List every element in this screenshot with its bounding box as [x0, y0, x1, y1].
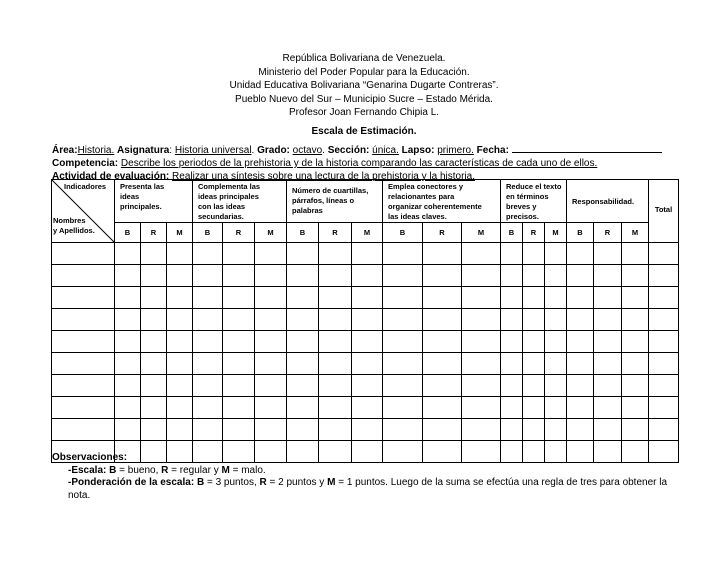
score-cell[interactable]: [255, 243, 287, 265]
score-cell[interactable]: [501, 331, 523, 353]
score-cell[interactable]: [319, 397, 352, 419]
score-cell[interactable]: [287, 419, 319, 441]
score-cell[interactable]: [223, 309, 255, 331]
score-cell[interactable]: [594, 265, 622, 287]
score-cell[interactable]: [462, 419, 501, 441]
scale-m-label: M: [545, 223, 567, 243]
nombres-indicadores-cell: [52, 180, 115, 243]
score-cell[interactable]: [462, 265, 501, 287]
scale-b-label: B: [287, 223, 319, 243]
asignatura-value: Historia universal: [174, 145, 252, 156]
score-cell[interactable]: [545, 265, 567, 287]
student-name-cell[interactable]: [52, 419, 115, 441]
info-fields: [52, 143, 682, 183]
scale-b-label: B: [193, 223, 223, 243]
score-cell[interactable]: [501, 265, 523, 287]
score-cell[interactable]: [383, 353, 423, 375]
score-cell[interactable]: [319, 243, 352, 265]
score-cell[interactable]: [462, 309, 501, 331]
score-cell[interactable]: [462, 243, 501, 265]
score-cell[interactable]: [115, 243, 141, 265]
score-cell[interactable]: [423, 243, 462, 265]
scale-m-label: M: [352, 223, 383, 243]
total-cell[interactable]: [649, 265, 679, 287]
score-cell[interactable]: [501, 287, 523, 309]
area-value: Historia.: [77, 145, 115, 156]
info-row-competencia: [52, 157, 682, 170]
scale-b-label: B: [383, 223, 423, 243]
table-row: [52, 397, 679, 419]
score-cell[interactable]: [223, 287, 255, 309]
score-cell[interactable]: [622, 375, 649, 397]
score-cell[interactable]: [141, 375, 167, 397]
scale-b-label: B: [501, 223, 523, 243]
score-cell[interactable]: [115, 375, 141, 397]
score-cell[interactable]: [287, 353, 319, 375]
table-row: [52, 265, 679, 287]
total-header: Total: [649, 180, 679, 243]
scale-r-label: R: [141, 223, 167, 243]
score-cell[interactable]: [193, 243, 223, 265]
lapso-value: primero.: [437, 145, 474, 156]
scale-r-label: R: [423, 223, 462, 243]
total-cell[interactable]: [649, 375, 679, 397]
score-cell[interactable]: [115, 265, 141, 287]
score-cell[interactable]: [622, 265, 649, 287]
score-cell[interactable]: [523, 265, 545, 287]
table-row: [52, 375, 679, 397]
score-cell[interactable]: [501, 419, 523, 441]
score-cell[interactable]: [223, 265, 255, 287]
score-cell[interactable]: [167, 287, 193, 309]
score-cell[interactable]: [622, 287, 649, 309]
fecha-blank-field[interactable]: [512, 143, 662, 153]
score-cell[interactable]: [545, 397, 567, 419]
score-cell[interactable]: [383, 309, 423, 331]
student-name-cell[interactable]: [52, 243, 115, 265]
score-cell[interactable]: [383, 287, 423, 309]
score-cell[interactable]: [545, 419, 567, 441]
score-cell[interactable]: [319, 331, 352, 353]
score-cell[interactable]: [223, 419, 255, 441]
fecha-label: Fecha:: [476, 145, 509, 156]
score-cell[interactable]: [567, 419, 594, 441]
score-cell[interactable]: [255, 419, 287, 441]
score-cell[interactable]: [167, 353, 193, 375]
nombres-label: [53, 216, 95, 236]
score-cell[interactable]: [287, 309, 319, 331]
area-label: Área:: [52, 145, 78, 156]
score-cell[interactable]: [287, 375, 319, 397]
score-cell[interactable]: [167, 243, 193, 265]
scale-header-row: [52, 223, 679, 243]
score-cell[interactable]: [352, 375, 383, 397]
score-cell[interactable]: [193, 375, 223, 397]
score-cell[interactable]: [352, 287, 383, 309]
ponderacion-line: -Ponderación de la escala: B = 3 puntos, R = 2 puntos y M = 1 puntos. Luego de la suma se efectúa una regla de tres para obtener la: [68, 477, 668, 488]
score-cell[interactable]: [594, 287, 622, 309]
score-cell[interactable]: [193, 419, 223, 441]
scale-m-label: M: [622, 223, 649, 243]
score-cell[interactable]: [319, 265, 352, 287]
ponderacion-continuation: nota.: [68, 489, 91, 501]
score-cell[interactable]: [523, 309, 545, 331]
score-cell[interactable]: [501, 397, 523, 419]
score-cell[interactable]: [141, 419, 167, 441]
score-cell[interactable]: [567, 287, 594, 309]
score-cell[interactable]: [383, 419, 423, 441]
nombres-label-line1: Nombres: [53, 216, 86, 225]
score-cell[interactable]: [193, 287, 223, 309]
seccion-value: única.: [372, 145, 399, 156]
score-cell[interactable]: [287, 287, 319, 309]
score-cell[interactable]: [141, 265, 167, 287]
score-cell[interactable]: [167, 419, 193, 441]
table-body: [52, 243, 679, 463]
score-cell[interactable]: [501, 375, 523, 397]
total-cell[interactable]: [649, 353, 679, 375]
actividad-value: Realizar una síntesis sobre una lectura de la prehistoria y la historia.: [172, 171, 475, 182]
score-cell[interactable]: [622, 331, 649, 353]
score-cell[interactable]: [287, 265, 319, 287]
score-cell[interactable]: [501, 243, 523, 265]
score-cell[interactable]: [193, 397, 223, 419]
score-cell[interactable]: [115, 353, 141, 375]
score-cell[interactable]: [545, 243, 567, 265]
criterion-header: Emplea conectores y relacionantes para organizar coherentemente las ideas claves.: [383, 180, 501, 223]
seccion-label: Sección:: [327, 145, 370, 156]
score-cell[interactable]: [567, 265, 594, 287]
document-title: Escala de Estimación.: [311, 125, 417, 137]
score-cell[interactable]: [167, 309, 193, 331]
score-cell[interactable]: [319, 375, 352, 397]
total-cell[interactable]: [649, 309, 679, 331]
score-cell[interactable]: [545, 287, 567, 309]
score-cell[interactable]: [523, 287, 545, 309]
score-cell[interactable]: [193, 331, 223, 353]
table-row: [52, 287, 679, 309]
score-cell[interactable]: [115, 397, 141, 419]
score-cell[interactable]: [622, 243, 649, 265]
score-cell[interactable]: [223, 331, 255, 353]
score-cell[interactable]: [141, 397, 167, 419]
score-cell[interactable]: [255, 309, 287, 331]
observaciones-section: [52, 452, 692, 502]
score-cell[interactable]: [594, 309, 622, 331]
score-cell[interactable]: [423, 397, 462, 419]
student-name-cell[interactable]: [52, 375, 115, 397]
grado-value: octavo: [292, 145, 323, 156]
student-name-cell[interactable]: [52, 309, 115, 331]
score-cell[interactable]: [193, 353, 223, 375]
score-cell[interactable]: [287, 331, 319, 353]
table-row: [52, 419, 679, 441]
scale-r-label: R: [319, 223, 352, 243]
score-cell[interactable]: [567, 353, 594, 375]
competencia-value: Describe los periodos de la prehistoria y de la historia comparando las características de cada uno de ellos.: [120, 158, 598, 169]
score-cell[interactable]: [523, 375, 545, 397]
table-row: [52, 353, 679, 375]
student-name-cell[interactable]: [52, 265, 115, 287]
score-cell[interactable]: [141, 353, 167, 375]
scale-m-label: M: [255, 223, 287, 243]
score-cell[interactable]: [352, 265, 383, 287]
score-cell[interactable]: [567, 375, 594, 397]
score-cell[interactable]: [545, 375, 567, 397]
score-cell[interactable]: [223, 397, 255, 419]
score-cell[interactable]: [594, 353, 622, 375]
score-cell[interactable]: [352, 243, 383, 265]
score-cell[interactable]: [255, 287, 287, 309]
score-cell[interactable]: [223, 375, 255, 397]
total-cell[interactable]: [649, 419, 679, 441]
document-header: [0, 52, 728, 139]
score-cell[interactable]: [255, 375, 287, 397]
score-cell[interactable]: [255, 331, 287, 353]
score-cell[interactable]: [352, 397, 383, 419]
scale-b-label: B: [567, 223, 594, 243]
score-cell[interactable]: [594, 397, 622, 419]
score-cell[interactable]: [594, 375, 622, 397]
score-cell[interactable]: [523, 419, 545, 441]
score-cell[interactable]: [462, 375, 501, 397]
student-name-cell[interactable]: [52, 287, 115, 309]
score-cell[interactable]: [383, 331, 423, 353]
score-cell[interactable]: [423, 419, 462, 441]
header-line-unidad: Unidad Educativa Bolivariana “Genarina Dugarte Contreras”.: [229, 80, 499, 92]
score-cell[interactable]: [167, 331, 193, 353]
scale-r-label: R: [523, 223, 545, 243]
total-cell[interactable]: [649, 243, 679, 265]
score-cell[interactable]: [622, 309, 649, 331]
score-cell[interactable]: [223, 353, 255, 375]
score-cell[interactable]: [523, 331, 545, 353]
score-cell[interactable]: [523, 353, 545, 375]
score-cell[interactable]: [423, 309, 462, 331]
score-cell[interactable]: [141, 309, 167, 331]
indicadores-label: Indicadores: [64, 182, 107, 191]
score-cell[interactable]: [622, 419, 649, 441]
score-cell[interactable]: [567, 331, 594, 353]
score-cell[interactable]: [594, 243, 622, 265]
score-cell[interactable]: [287, 243, 319, 265]
score-cell[interactable]: [622, 353, 649, 375]
score-cell[interactable]: [423, 287, 462, 309]
observaciones-title: Observaciones:: [52, 452, 128, 463]
score-cell[interactable]: [223, 243, 255, 265]
score-cell[interactable]: [352, 353, 383, 375]
score-cell[interactable]: [319, 419, 352, 441]
header-line-republica: República Bolivariana de Venezuela.: [282, 53, 446, 64]
header-line-profesor: Profesor Joan Fernando Chipia L.: [288, 107, 440, 119]
score-cell[interactable]: [567, 397, 594, 419]
escala-line: -Escala: B = bueno, R = regular y M = malo.: [68, 464, 266, 476]
score-cell[interactable]: [462, 331, 501, 353]
score-cell[interactable]: [167, 265, 193, 287]
header-line-pueblo: Pueblo Nuevo del Sur – Municipio Sucre – Estado Mérida.: [235, 93, 493, 105]
score-cell[interactable]: [423, 331, 462, 353]
scale-m-label: M: [167, 223, 193, 243]
criterion-header: Responsabilidad.: [567, 180, 649, 223]
score-cell[interactable]: [523, 243, 545, 265]
score-cell[interactable]: [141, 287, 167, 309]
asignatura-label: Asignatura: [117, 145, 170, 156]
score-cell[interactable]: [255, 353, 287, 375]
score-cell[interactable]: [594, 331, 622, 353]
score-cell[interactable]: [622, 397, 649, 419]
score-cell[interactable]: [423, 375, 462, 397]
score-cell[interactable]: [193, 309, 223, 331]
score-cell[interactable]: [523, 397, 545, 419]
score-cell[interactable]: [545, 331, 567, 353]
score-cell[interactable]: [594, 419, 622, 441]
score-cell[interactable]: [255, 397, 287, 419]
score-cell[interactable]: [383, 243, 423, 265]
score-cell[interactable]: [115, 331, 141, 353]
scale-m-label: M: [462, 223, 501, 243]
score-cell[interactable]: [545, 309, 567, 331]
score-cell[interactable]: [383, 375, 423, 397]
score-cell[interactable]: [115, 287, 141, 309]
score-cell[interactable]: [383, 265, 423, 287]
score-cell[interactable]: [167, 397, 193, 419]
nombres-label-line2: y Apellidos.: [53, 226, 95, 235]
student-name-cell[interactable]: [52, 397, 115, 419]
competencia-label: Competencia:: [52, 158, 119, 169]
score-cell[interactable]: [501, 353, 523, 375]
criterion-header: Reduce el texto en términos breves y precisos.: [501, 180, 567, 223]
score-cell[interactable]: [501, 309, 523, 331]
score-cell[interactable]: [319, 353, 352, 375]
score-cell[interactable]: [545, 353, 567, 375]
score-cell[interactable]: [567, 243, 594, 265]
student-name-cell[interactable]: [52, 331, 115, 353]
total-cell[interactable]: [649, 397, 679, 419]
score-cell[interactable]: [352, 331, 383, 353]
scale-b-label: B: [115, 223, 141, 243]
student-name-cell[interactable]: [52, 353, 115, 375]
score-cell[interactable]: [352, 419, 383, 441]
score-cell[interactable]: [115, 419, 141, 441]
info-row-area: Área:Historia. Asignatura: Historia universal. Grado: octavo. Sección: única. Lapso: primero. Fecha:: [52, 143, 682, 157]
scale-r-label: R: [223, 223, 255, 243]
table-row: [52, 331, 679, 353]
score-cell[interactable]: [462, 353, 501, 375]
table-row: [52, 243, 679, 265]
score-cell[interactable]: [319, 287, 352, 309]
score-cell[interactable]: [423, 353, 462, 375]
score-cell[interactable]: [383, 397, 423, 419]
evaluation-table: [51, 179, 679, 463]
score-cell[interactable]: [462, 397, 501, 419]
score-cell[interactable]: [193, 265, 223, 287]
header-line-ministerio: Ministerio del Poder Popular para la Educación.: [258, 66, 470, 78]
criterion-header: Número de cuartillas, párrafos, líneas o palabras: [287, 180, 383, 223]
table-row: [52, 309, 679, 331]
table-header-row: [52, 180, 679, 223]
scale-r-label: R: [594, 223, 622, 243]
total-cell[interactable]: [649, 287, 679, 309]
score-cell[interactable]: [567, 309, 594, 331]
criterion-header: Presenta las ideas principales.: [115, 180, 193, 223]
score-cell[interactable]: [141, 243, 167, 265]
score-cell[interactable]: [115, 309, 141, 331]
score-cell[interactable]: [352, 309, 383, 331]
score-cell[interactable]: [287, 397, 319, 419]
criterion-header: Complementa las ideas principales con las ideas secundarias.: [193, 180, 287, 223]
score-cell[interactable]: [141, 331, 167, 353]
lapso-label: Lapso:: [401, 145, 435, 156]
score-cell[interactable]: [423, 265, 462, 287]
score-cell[interactable]: [319, 309, 352, 331]
score-cell[interactable]: [462, 287, 501, 309]
score-cell[interactable]: [255, 265, 287, 287]
grado-label: Grado:: [257, 145, 290, 156]
total-cell[interactable]: [649, 331, 679, 353]
actividad-label: Actividad de evaluación:: [52, 171, 170, 182]
score-cell[interactable]: [167, 375, 193, 397]
